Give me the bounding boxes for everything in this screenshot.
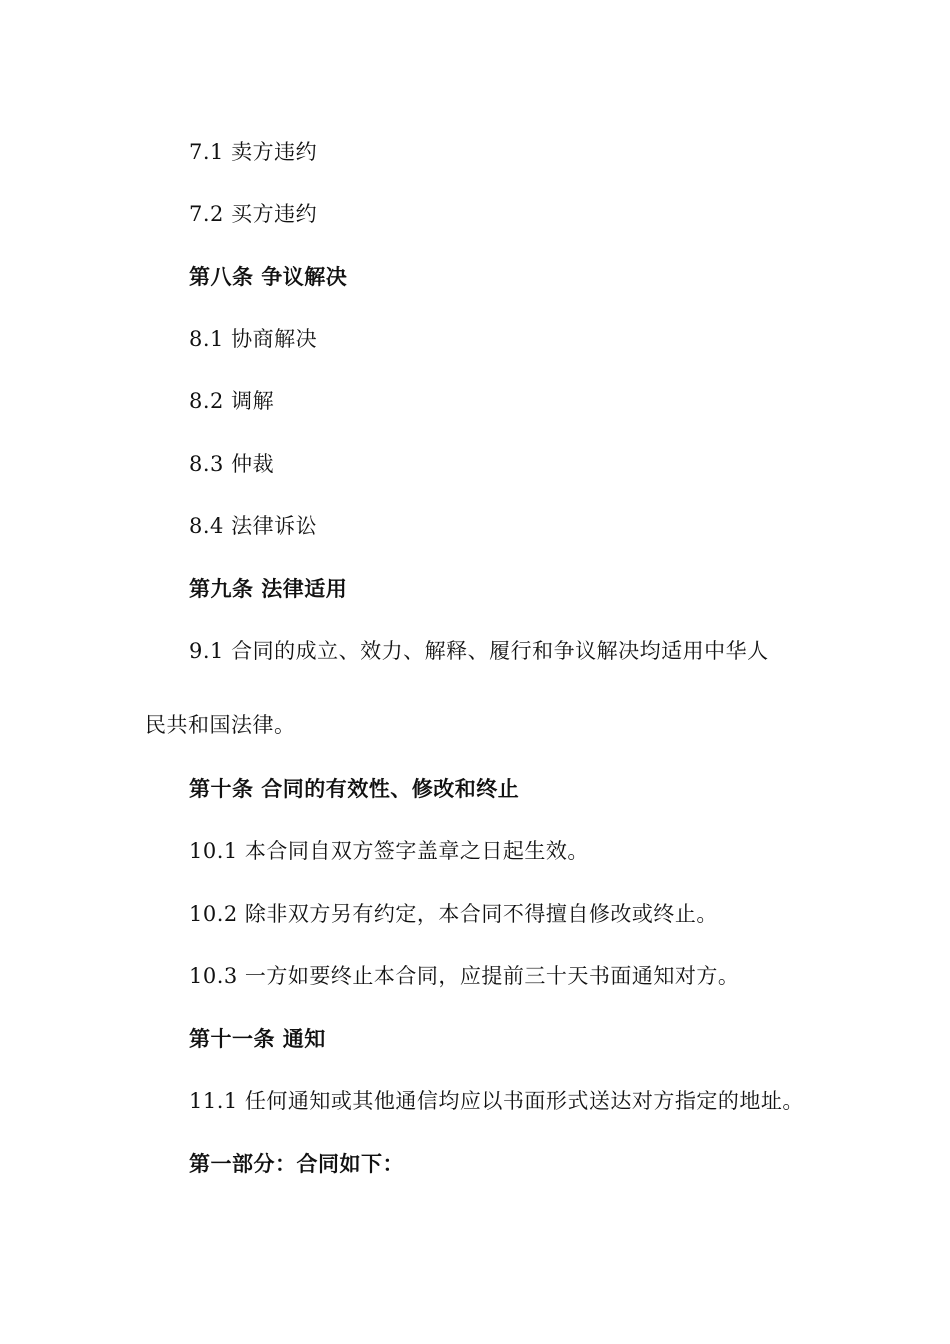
clause-8-2: 8.2 调解 [189,389,275,413]
article-10-heading: 第十条 合同的有效性、修改和终止 [189,777,520,801]
clause-9-1-continuation: 民共和国法律。 [145,713,296,737]
clause-7-2: 7.2 买方违约 [189,202,318,226]
clause-7-1: 7.1 卖方违约 [189,140,318,164]
part-one-heading: 第一部分：合同如下： [189,1152,404,1176]
clause-9-1: 9.1 合同的成立、效力、解释、履行和争议解决均适用中华人 [189,639,769,663]
clause-10-2: 10.2 除非双方另有约定，本合同不得擅自修改或终止。 [189,902,718,926]
clause-8-4: 8.4 法律诉讼 [189,514,318,538]
article-8-heading: 第八条 争议解决 [189,265,348,289]
clause-10-1: 10.1 本合同自双方签字盖章之日起生效。 [189,839,589,863]
clause-10-3: 10.3 一方如要终止本合同，应提前三十天书面通知对方。 [189,964,740,988]
article-11-heading: 第十一条 通知 [189,1027,326,1051]
clause-11-1: 11.1 任何通知或其他通信均应以书面形式送达对方指定的地址。 [189,1089,804,1113]
clause-8-1: 8.1 协商解决 [189,327,318,351]
clause-8-3: 8.3 仲裁 [189,452,275,476]
article-9-heading: 第九条 法律适用 [189,577,348,601]
